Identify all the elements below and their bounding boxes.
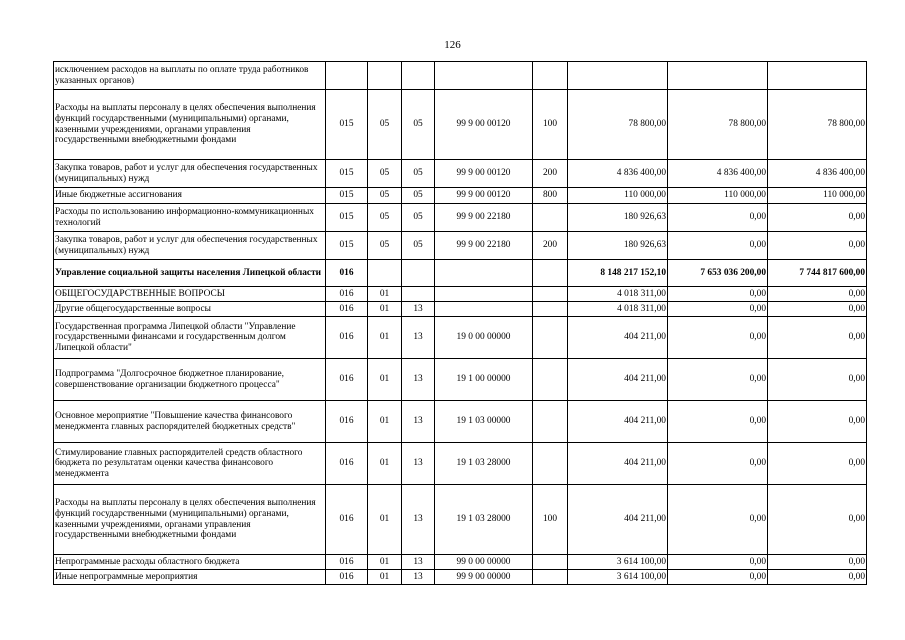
table-row xyxy=(54,317,867,359)
cell-section: 01 xyxy=(368,485,402,555)
cell-name: Другие общегосударственные вопросы xyxy=(54,302,326,317)
cell-subsection: 13 xyxy=(402,359,435,401)
cell-ministry: 015 xyxy=(326,90,368,160)
cell-section: 01 xyxy=(368,359,402,401)
cell-name: Непрограммные расходы областного бюджета xyxy=(54,555,326,570)
cell-amount-year-1: 180 926,63 xyxy=(568,204,668,232)
cell-ministry xyxy=(326,62,368,90)
cell-name: Иные непрограммные мероприятия xyxy=(54,570,326,585)
cell-ministry: 016 xyxy=(326,443,368,485)
cell-amount-year-1: 404 211,00 xyxy=(568,359,668,401)
cell-amount-year-2: 0,00 xyxy=(668,485,768,555)
cell-name: Стимулирование главных распорядителей средств областного бюджета по результатам оценки качества финансового менеджмента xyxy=(54,443,326,485)
cell-amount-year-3: 0,00 xyxy=(768,302,867,317)
cell-ministry: 016 xyxy=(326,555,368,570)
table-row xyxy=(54,160,867,188)
cell-expense-type xyxy=(533,260,568,287)
cell-amount-year-2: 4 836 400,00 xyxy=(668,160,768,188)
cell-target-article: 99 9 00 00120 xyxy=(435,160,533,188)
cell-expense-type: 800 xyxy=(533,188,568,204)
cell-amount-year-1: 4 018 311,00 xyxy=(568,302,668,317)
cell-target-article: 99 9 00 00120 xyxy=(435,90,533,160)
cell-section xyxy=(368,260,402,287)
cell-section: 05 xyxy=(368,160,402,188)
cell-expense-type xyxy=(533,204,568,232)
cell-subsection xyxy=(402,62,435,90)
cell-amount-year-1 xyxy=(568,62,668,90)
table-row xyxy=(54,443,867,485)
cell-subsection: 13 xyxy=(402,485,435,555)
cell-name: Подпрограмма "Долгосрочное бюджетное планирование, совершенствование организации бюджетного процесса" xyxy=(54,359,326,401)
cell-name: Государственная программа Липецкой области "Управление государственными финансами и государственным долгом Липецкой области" xyxy=(54,317,326,359)
cell-subsection xyxy=(402,287,435,302)
cell-name: исключением расходов на выплаты по оплате труда работников указанных органов) xyxy=(54,62,326,90)
cell-amount-year-2: 0,00 xyxy=(668,317,768,359)
cell-expense-type: 100 xyxy=(533,90,568,160)
cell-expense-type xyxy=(533,555,568,570)
cell-amount-year-3: 7 744 817 600,00 xyxy=(768,260,867,287)
cell-section: 05 xyxy=(368,90,402,160)
cell-target-article: 19 1 03 28000 xyxy=(435,485,533,555)
cell-amount-year-3: 0,00 xyxy=(768,401,867,443)
cell-amount-year-3: 0,00 xyxy=(768,359,867,401)
cell-amount-year-2: 0,00 xyxy=(668,287,768,302)
cell-target-article xyxy=(435,302,533,317)
cell-expense-type xyxy=(533,62,568,90)
cell-ministry: 015 xyxy=(326,160,368,188)
cell-ministry: 015 xyxy=(326,232,368,260)
table-row xyxy=(54,302,867,317)
cell-name: Иные бюджетные ассигнования xyxy=(54,188,326,204)
cell-amount-year-3: 0,00 xyxy=(768,204,867,232)
cell-amount-year-1: 4 018 311,00 xyxy=(568,287,668,302)
cell-section: 01 xyxy=(368,570,402,585)
cell-subsection: 05 xyxy=(402,188,435,204)
cell-amount-year-1: 404 211,00 xyxy=(568,485,668,555)
cell-amount-year-2: 110 000,00 xyxy=(668,188,768,204)
cell-section: 01 xyxy=(368,317,402,359)
cell-section xyxy=(368,62,402,90)
cell-amount-year-2: 7 653 036 200,00 xyxy=(668,260,768,287)
cell-name: Основное мероприятие "Повышение качества финансового менеджмента главных распорядителей бюджетных средств" xyxy=(54,401,326,443)
cell-target-article: 19 1 03 00000 xyxy=(435,401,533,443)
cell-target-article xyxy=(435,260,533,287)
cell-amount-year-1: 110 000,00 xyxy=(568,188,668,204)
budget-table xyxy=(53,61,867,585)
cell-name: Закупка товаров, работ и услуг для обеспечения государственных (муниципальных) нужд xyxy=(54,160,326,188)
cell-amount-year-2: 0,00 xyxy=(668,204,768,232)
cell-subsection: 13 xyxy=(402,570,435,585)
cell-target-article: 19 0 00 00000 xyxy=(435,317,533,359)
cell-expense-type xyxy=(533,570,568,585)
table-body xyxy=(54,62,867,585)
cell-ministry: 016 xyxy=(326,317,368,359)
cell-subsection: 05 xyxy=(402,160,435,188)
cell-amount-year-2: 0,00 xyxy=(668,401,768,443)
cell-target-article: 19 1 00 00000 xyxy=(435,359,533,401)
cell-amount-year-1: 4 836 400,00 xyxy=(568,160,668,188)
cell-name: Расходы на выплаты персоналу в целях обеспечения выполнения функций государственными (муниципальными) органами, казенными учреждениями, органами управления государственными внебюджетными фондами xyxy=(54,90,326,160)
cell-ministry: 016 xyxy=(326,401,368,443)
cell-amount-year-3: 78 800,00 xyxy=(768,90,867,160)
cell-amount-year-3: 0,00 xyxy=(768,287,867,302)
cell-section: 01 xyxy=(368,401,402,443)
cell-amount-year-3: 0,00 xyxy=(768,485,867,555)
cell-ministry: 016 xyxy=(326,359,368,401)
cell-amount-year-3: 0,00 xyxy=(768,570,867,585)
cell-section: 05 xyxy=(368,204,402,232)
cell-expense-type xyxy=(533,401,568,443)
table-row xyxy=(54,188,867,204)
cell-target-article xyxy=(435,62,533,90)
cell-section: 01 xyxy=(368,443,402,485)
table-row xyxy=(54,287,867,302)
table-row xyxy=(54,260,867,287)
cell-name: Расходы на выплаты персоналу в целях обеспечения выполнения функций государственными (муниципальными) органами, казенными учреждениями, органами управления государственными внебюджетными фондами xyxy=(54,485,326,555)
cell-ministry: 016 xyxy=(326,260,368,287)
cell-ministry: 015 xyxy=(326,204,368,232)
cell-name: ОБЩЕГОСУДАРСТВЕННЫЕ ВОПРОСЫ xyxy=(54,287,326,302)
cell-expense-type xyxy=(533,287,568,302)
cell-target-article: 19 1 03 28000 xyxy=(435,443,533,485)
cell-expense-type xyxy=(533,359,568,401)
cell-ministry: 016 xyxy=(326,570,368,585)
cell-amount-year-2: 0,00 xyxy=(668,359,768,401)
cell-subsection: 13 xyxy=(402,401,435,443)
cell-amount-year-3: 0,00 xyxy=(768,555,867,570)
cell-amount-year-1: 8 148 217 152,10 xyxy=(568,260,668,287)
cell-subsection: 05 xyxy=(402,90,435,160)
cell-section: 01 xyxy=(368,287,402,302)
cell-amount-year-2: 0,00 xyxy=(668,570,768,585)
table-row xyxy=(54,204,867,232)
cell-subsection: 13 xyxy=(402,555,435,570)
cell-amount-year-2: 0,00 xyxy=(668,232,768,260)
cell-subsection: 13 xyxy=(402,443,435,485)
table-row xyxy=(54,62,867,90)
cell-ministry: 016 xyxy=(326,485,368,555)
cell-name: Закупка товаров, работ и услуг для обеспечения государственных (муниципальных) нужд xyxy=(54,232,326,260)
cell-amount-year-3: 0,00 xyxy=(768,317,867,359)
cell-target-article: 99 0 00 00000 xyxy=(435,555,533,570)
table-row xyxy=(54,232,867,260)
cell-expense-type: 100 xyxy=(533,485,568,555)
cell-target-article: 99 9 00 22180 xyxy=(435,232,533,260)
cell-amount-year-1: 3 614 100,00 xyxy=(568,570,668,585)
cell-amount-year-3: 110 000,00 xyxy=(768,188,867,204)
cell-amount-year-2: 0,00 xyxy=(668,443,768,485)
cell-amount-year-2: 0,00 xyxy=(668,302,768,317)
cell-amount-year-2 xyxy=(668,62,768,90)
table-row xyxy=(54,401,867,443)
cell-amount-year-1: 404 211,00 xyxy=(568,443,668,485)
cell-subsection: 05 xyxy=(402,232,435,260)
cell-target-article: 99 9 00 00000 xyxy=(435,570,533,585)
cell-section: 05 xyxy=(368,232,402,260)
cell-amount-year-1: 78 800,00 xyxy=(568,90,668,160)
cell-name: Управление социальной защиты населения Липецкой области xyxy=(54,260,326,287)
cell-subsection xyxy=(402,260,435,287)
cell-ministry: 015 xyxy=(326,188,368,204)
cell-subsection: 05 xyxy=(402,204,435,232)
cell-amount-year-3: 0,00 xyxy=(768,443,867,485)
page-number: 126 xyxy=(444,39,461,51)
cell-amount-year-1: 180 926,63 xyxy=(568,232,668,260)
cell-amount-year-3 xyxy=(768,62,867,90)
cell-section: 01 xyxy=(368,555,402,570)
table-row xyxy=(54,555,867,570)
cell-amount-year-1: 404 211,00 xyxy=(568,401,668,443)
table-row xyxy=(54,90,867,160)
cell-amount-year-3: 4 836 400,00 xyxy=(768,160,867,188)
cell-target-article: 99 9 00 22180 xyxy=(435,204,533,232)
cell-amount-year-2: 0,00 xyxy=(668,555,768,570)
cell-expense-type: 200 xyxy=(533,160,568,188)
cell-expense-type: 200 xyxy=(533,232,568,260)
cell-subsection: 13 xyxy=(402,317,435,359)
cell-section: 05 xyxy=(368,188,402,204)
cell-amount-year-1: 3 614 100,00 xyxy=(568,555,668,570)
cell-amount-year-2: 78 800,00 xyxy=(668,90,768,160)
cell-ministry: 016 xyxy=(326,302,368,317)
cell-ministry: 016 xyxy=(326,287,368,302)
table-row xyxy=(54,570,867,585)
cell-target-article: 99 9 00 00120 xyxy=(435,188,533,204)
cell-expense-type xyxy=(533,317,568,359)
table-row xyxy=(54,359,867,401)
cell-amount-year-1: 404 211,00 xyxy=(568,317,668,359)
cell-name: Расходы по использованию информационно-коммуникационных технологий xyxy=(54,204,326,232)
cell-subsection: 13 xyxy=(402,302,435,317)
cell-amount-year-3: 0,00 xyxy=(768,232,867,260)
cell-expense-type xyxy=(533,302,568,317)
cell-expense-type xyxy=(533,443,568,485)
cell-section: 01 xyxy=(368,302,402,317)
table-row xyxy=(54,485,867,555)
cell-target-article xyxy=(435,287,533,302)
